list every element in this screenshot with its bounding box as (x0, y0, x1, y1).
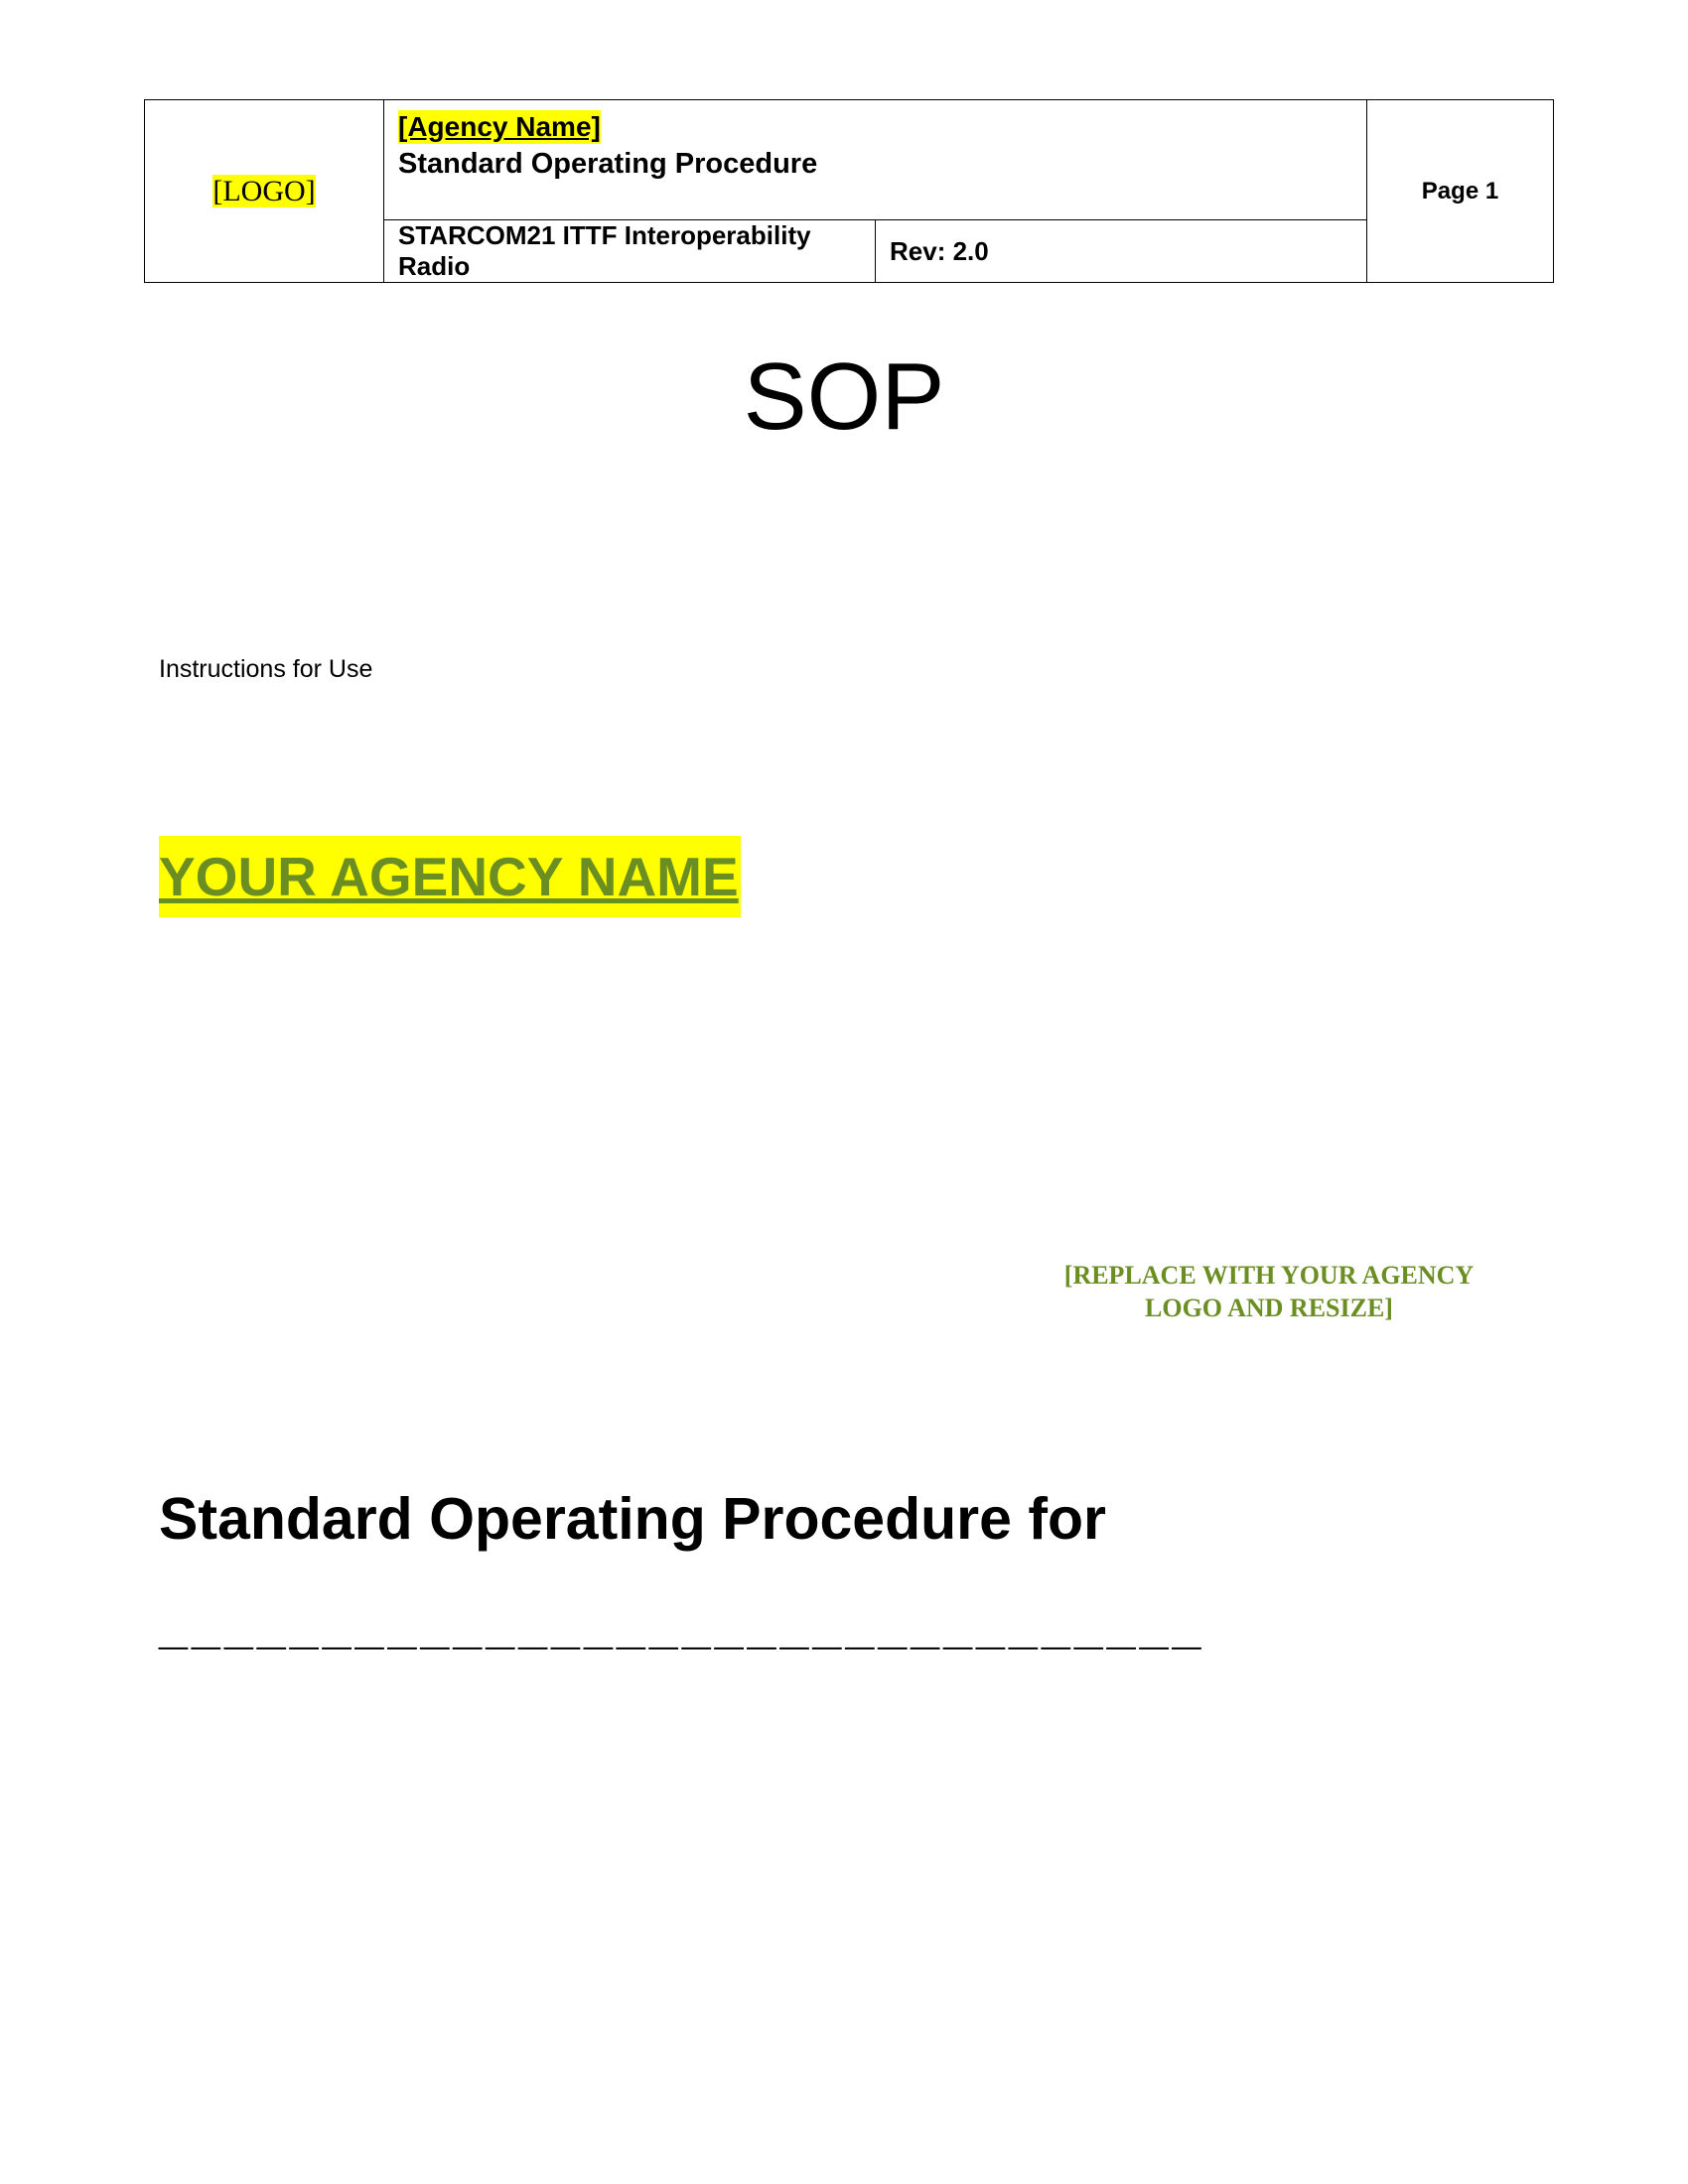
procedure-heading: Standard Operating Procedure for (159, 1486, 1106, 1552)
header-logo-cell (145, 100, 384, 283)
header-subject: STARCOM21 ITTF Interoperability Radio (384, 220, 876, 283)
agency-name-placeholder: [Agency Name] (398, 111, 601, 142)
logo-replace-note (1031, 1259, 1507, 1324)
header-doc-type: Standard Operating Procedure (398, 148, 818, 180)
instructions-label: Instructions for Use (159, 655, 373, 683)
document-header-table (144, 99, 1554, 283)
header-revision: Rev: 2.0 (876, 220, 1367, 283)
logo-replace-line-1: [REPLACE WITH YOUR AGENCY (1063, 1261, 1475, 1290)
procedure-blank-line: ________________________________ (159, 1597, 1205, 1655)
document-title: SOP (743, 343, 945, 450)
logo-placeholder: [LOGO] (212, 174, 316, 207)
agency-name-heading: YOUR AGENCY NAME (159, 836, 741, 917)
page-number: Page 1 (1367, 100, 1554, 283)
header-title-cell (384, 100, 1367, 220)
logo-replace-line-2: LOGO AND RESIZE] (1145, 1294, 1393, 1322)
